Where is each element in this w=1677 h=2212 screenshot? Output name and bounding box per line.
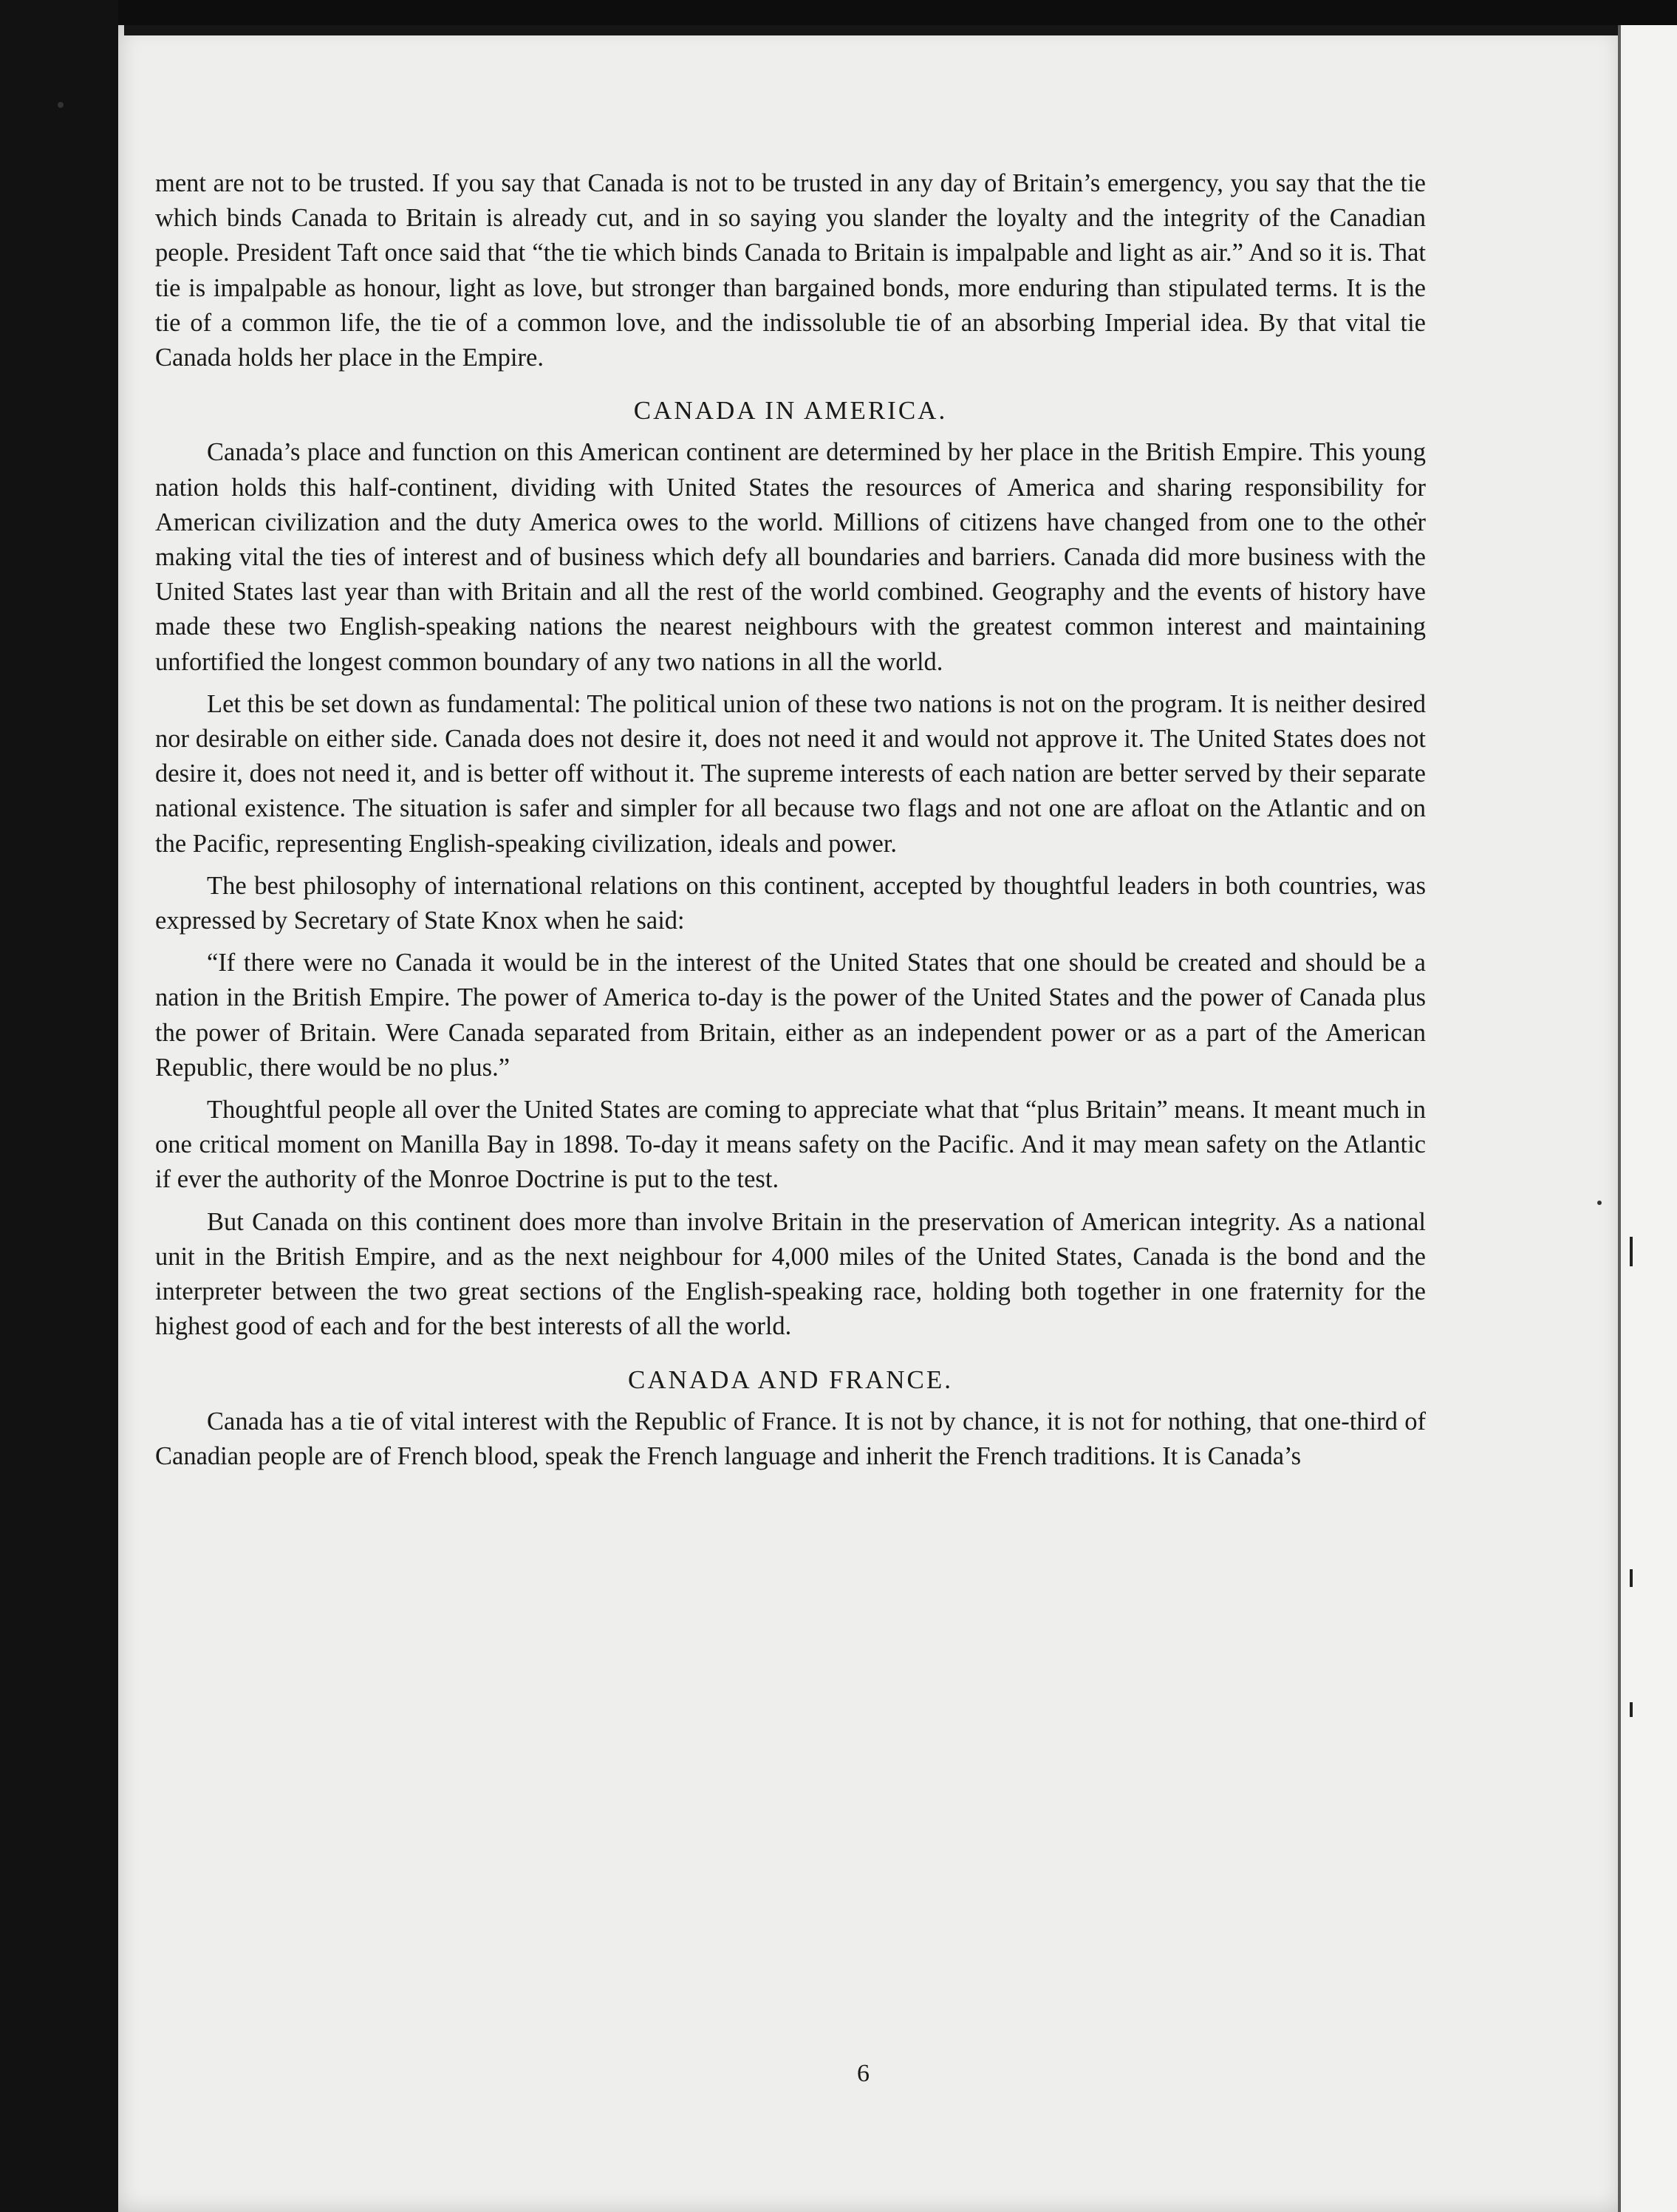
adjacent-page-edge	[1618, 25, 1677, 2212]
top-scan-rule	[124, 25, 1622, 35]
paragraph: Thoughtful people all over the United States are coming to appreciate what that “plus Britain” means. It meant much in one critical moment on Manilla Bay in 1898. To-day it means safety on the Pacific. And it may mean safety on the Atlantic if ever the authority of the Monroe Doctrine is put to the test.	[155, 1096, 1426, 1194]
paragraph: Canada’s place and function on this American continent are determined by her place in the British Empire. This young nation holds this half-continent, dividing with United States the resources of America and sharing responsibility for American civilization and the duty America owes to the world. Millions of citizens have changed from one to the other making vital the ties of interest and of business which defy all boundaries and barriers. Canada did more business with the United States last year than with Britain and all the rest of the world combined. Geography and the events of history have made these two English-speaking nations the nearest neighbours with the greatest common interest and maintaining unfortified the longest common boundary of any two nations in all the world.	[155, 438, 1426, 676]
edge-mark	[1630, 1702, 1633, 1717]
paragraph: The best philosophy of international relations on this continent, accepted by thoughtful leaders in both countries, was expressed by Secretary of State Knox when he said:	[155, 871, 1426, 935]
body-text	[155, 166, 1426, 1474]
edge-mark	[1630, 1237, 1633, 1266]
edge-mark	[1630, 1569, 1633, 1587]
paragraph: Canada has a tie of vital interest with the Republic of France. It is not by chance, it is not for nothing, that one-third of Canadian people are of French blood, speak the French language and inherit the French traditions. It is Canada’s	[155, 1407, 1426, 1470]
scan-speck	[58, 102, 64, 108]
page-number: 6	[857, 2060, 870, 2087]
quotation-paragraph: “If there were no Canada it would be in the interest of the United States that one should be created and should be a nation in the British Empire. The power of America to-day is the power of the United States and the power of Canada plus the power of Britain. Were Canada separated from Britain, either as an independent power or as a part of the American Republic, there would be no plus.”	[155, 949, 1426, 1082]
paragraph: But Canada on this continent does more than involve Britain in the preservation of American integrity. As a national unit in the British Empire, and as the next neighbour for 4,000 miles of the United States, Canada is the bond and the interpreter between the two great sections of the English-speaking race, holding both together in one fraternity for the highest good of each and for the best interests of all the world.	[155, 1207, 1426, 1341]
paragraph: ment are not to be trusted. If you say that Canada is not to be trusted in any day of Britain’s emergency, you say that the tie which binds Canada to Britain is already cut, and in so saying you slander the loyalty and the integrity of the Canadian people. President Taft once said that “the tie which binds Canada to Britain is impalpable and light as air.” And so it is. That tie is impalpable as honour, light as love, but stronger than bargained bonds, more enduring than stipulated terms. It is the tie of a common life, the tie of a common love, and the indissoluble tie of an absorbing Imperial idea. By that vital tie Canada holds her place in the Empire.	[155, 169, 1426, 372]
section-heading-canada-in-america: CANADA IN AMERICA.	[633, 396, 948, 426]
paragraph: Let this be set down as fundamental: The political union of these two nations is not on the program. It is neither desired nor desirable on either side. Canada does not desire it, does not need it and would not approve it. The United States does not desire it, does not need it, and is better off without it. The supreme interests of each nation are better served by their separate national existence. The situation is safer and simpler for all because two flags and not one are afloat on the Atlantic and on the Pacific, representing English-speaking civilization, ideals and power.	[155, 689, 1426, 858]
scan-dark-margin	[0, 0, 118, 2212]
section-heading-canada-and-france: CANADA AND FRANCE.	[627, 1365, 954, 1394]
scan-speck	[1597, 1201, 1602, 1205]
